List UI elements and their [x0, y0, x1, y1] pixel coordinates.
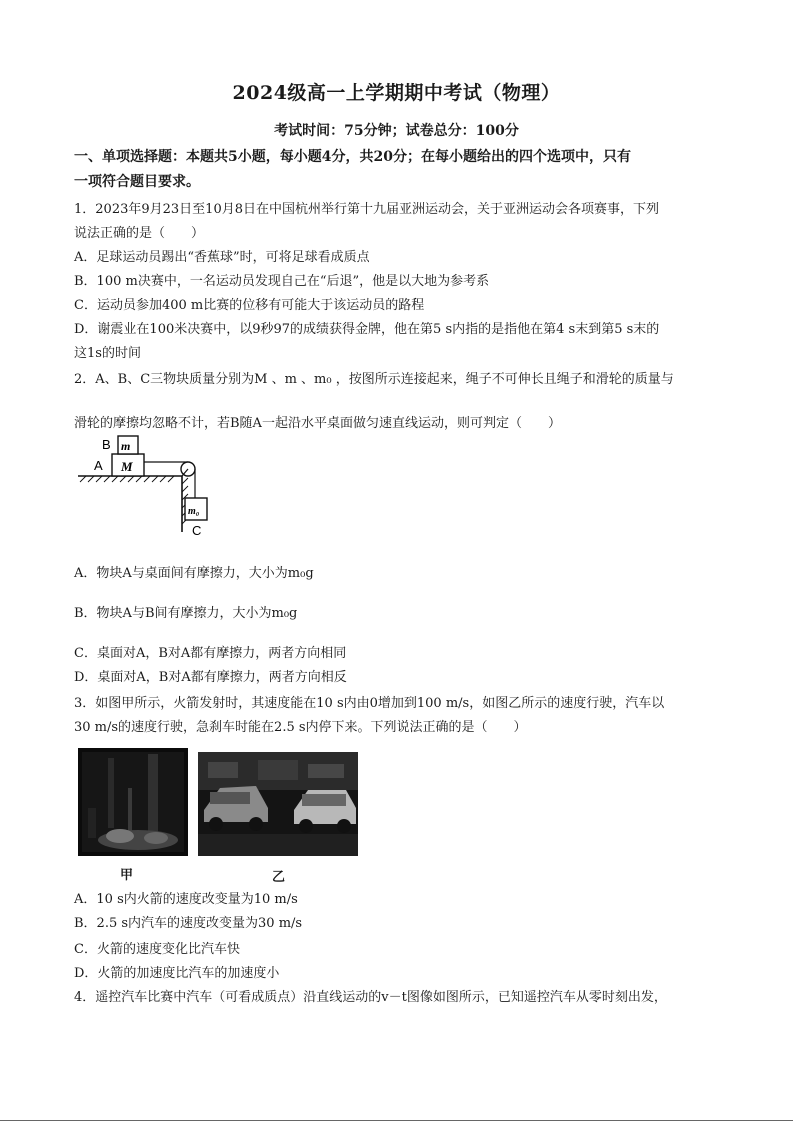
table-hatching: [80, 476, 174, 482]
q1-option-c: C．运动员参加400 m比赛的位移有可能大于该运动员的路程: [74, 298, 425, 313]
q1-option-b: B．100 m决赛中，一名运动员发现自己在“后退”，他是以大地为参考系: [74, 274, 490, 289]
label-a: A: [94, 458, 103, 473]
caption-jia: 甲: [120, 868, 134, 883]
q3-stem-line2: 30 m/s的速度行驶，急刹车时能在2.5 s内停下来。下列说法正确的是（ ）: [74, 720, 527, 735]
rocket-launch-photo: [78, 748, 188, 856]
q2-option-a: A．物块A与桌面间有摩擦力，大小为m₀g: [74, 566, 314, 581]
q2-stem-line1: 2．A、B、C三物块质量分别为M 、m 、m₀ ，按图所示连接起来，绳子不可伸长且绳子和滑轮的质量与: [74, 372, 674, 387]
label-c: C: [192, 523, 202, 538]
q1-stem-line1: 1．2023年9月23日至10月8日在中国杭州举行第十九届亚洲运动会，关于亚洲运动会各项赛事，下列: [74, 202, 659, 217]
q4-stem-line1: 4．遥控汽车比赛中汽车（可看成质点）沿直线运动的v－t图像如图所示，已知遥控汽车从零时刻出发，: [74, 990, 667, 1005]
q3-stem-line1: 3．如图甲所示，火箭发射时，其速度能在10 s内由0增加到100 m/s，如图乙所示的速度行驶，汽车以: [74, 696, 665, 711]
q2-option-d: D．桌面对A，B对A都有摩擦力，两者方向相反: [74, 670, 347, 685]
q2-stem-line2: 滑轮的摩擦均忽略不计，若B随A一起沿水平桌面做匀速直线运动，则可判定（ ）: [74, 416, 561, 431]
caption-yi: 乙: [272, 870, 286, 885]
q2-option-c: C．桌面对A，B对A都有摩擦力，两者方向相同: [74, 646, 347, 661]
block-a-mass: M: [121, 459, 133, 474]
car-braking-photo: [198, 752, 358, 856]
q3-option-a: A．10 s内火箭的速度改变量为10 m/s: [74, 892, 298, 907]
section-heading-line2: 一项符合题目要求。: [74, 174, 200, 190]
q1-option-a: A．足球运动员踢出“香蕉球”时，可将足球看成质点: [74, 250, 370, 265]
block-c-mass: m₀: [188, 506, 200, 517]
section-heading-line1: 一、单项选择题：本题共5小题，每小题4分，共20分；在每小题给出的四个选项中，只有: [74, 149, 631, 165]
page-bottom-rule: [0, 1120, 793, 1121]
block-b-mass: m: [121, 439, 131, 453]
q1-stem-line2: 说法正确的是（ ）: [74, 226, 205, 241]
q2-option-b: B．物块A与B间有摩擦力，大小为m₀g: [74, 606, 298, 621]
pulley-block-diagram: [74, 432, 234, 540]
q1-option-d-line1: D．谢震业在100米决赛中，以9秒97的成绩获得金牌，他在第5 s内指的是指他在第4 s末到第5 s末的: [74, 322, 660, 337]
q3-option-b: B．2.5 s内汽车的速度改变量为30 m/s: [74, 916, 303, 931]
label-b: B: [102, 437, 111, 452]
q1-option-d-line2: 这1s的时间: [74, 346, 141, 361]
page-title: 2024级高一上学期期中考试（物理）: [232, 82, 561, 104]
q3-option-c: C．火箭的速度变化比汽车快: [74, 942, 240, 957]
q3-option-d: D．火箭的加速度比汽车的加速度小: [74, 966, 280, 981]
exam-info: 考试时间：75分钟；试卷总分：100分: [274, 123, 519, 139]
